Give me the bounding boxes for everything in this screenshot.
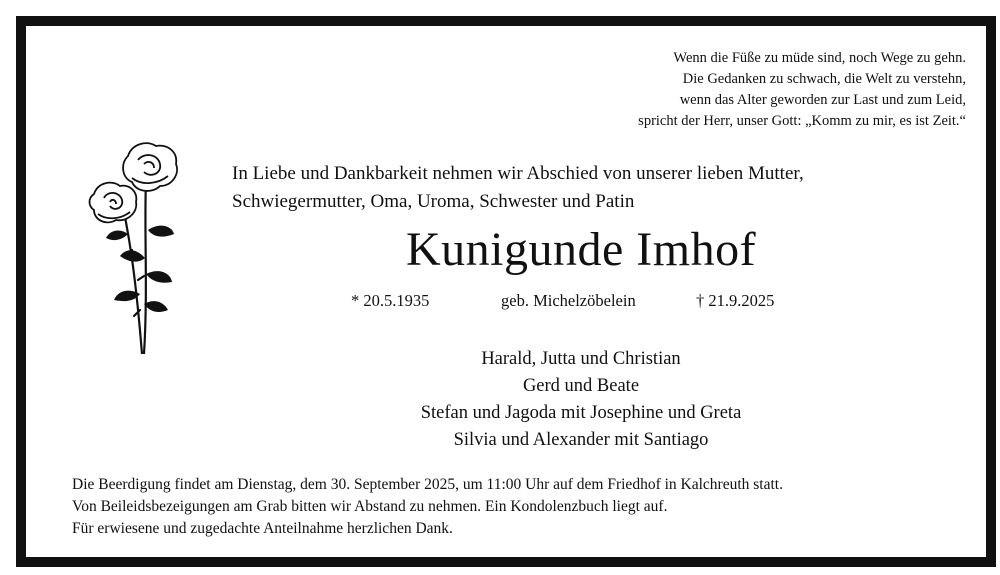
death-date: † 21.9.2025: [696, 291, 775, 310]
survivor-line: Gerd und Beate: [522, 376, 640, 396]
poem-line: wenn das Alter geworden zur Last und zum Leid,: [679, 92, 966, 108]
funeral-notice: [72, 474, 783, 540]
birth-name: geb. Michelzöbelein: [501, 291, 636, 310]
obituary-frame: [16, 16, 996, 567]
life-dates: [351, 290, 774, 312]
intro-line: In Liebe und Dankbarkeit nehmen wir Abschied von unserer lieben Mutter,: [232, 163, 804, 184]
poem-line: Wenn die Füße zu müde sind, noch Wege zu gehn.: [673, 50, 966, 66]
intro-line: Schwiegermutter, Oma, Uroma, Schwester und Patin: [232, 191, 635, 212]
poem-line: Die Gedanken zu schwach, die Welt zu verstehn,: [682, 71, 966, 87]
poem-line: spricht der Herr, unser Gott: „Komm zu mir, es ist Zeit.“: [638, 113, 966, 129]
survivors: [26, 346, 986, 454]
survivor-line: Harald, Jutta und Christian: [481, 349, 681, 369]
poem: [638, 48, 966, 132]
notice-line: Die Beerdigung findet am Dienstag, dem 30. September 2025, um 11:00 Uhr auf dem Friedhof in Kalchreuth statt.: [72, 476, 783, 493]
notice-line: Für erwiesene und zugedachte Anteilnahme herzlichen Dank.: [72, 520, 453, 537]
survivor-line: Stefan und Jagoda mit Josephine und Greta: [420, 403, 742, 423]
birth-date: * 20.5.1935: [351, 291, 430, 310]
notice-line: Von Beileidsbezeigungen am Grab bitten wir Abstand zu nehmen. Ein Kondolenzbuch liegt auf.: [72, 498, 668, 515]
survivor-line: Silvia und Alexander mit Santiago: [453, 430, 709, 450]
intro-text: [232, 160, 804, 216]
deceased-name: Kunigunde Imhof: [405, 223, 757, 276]
